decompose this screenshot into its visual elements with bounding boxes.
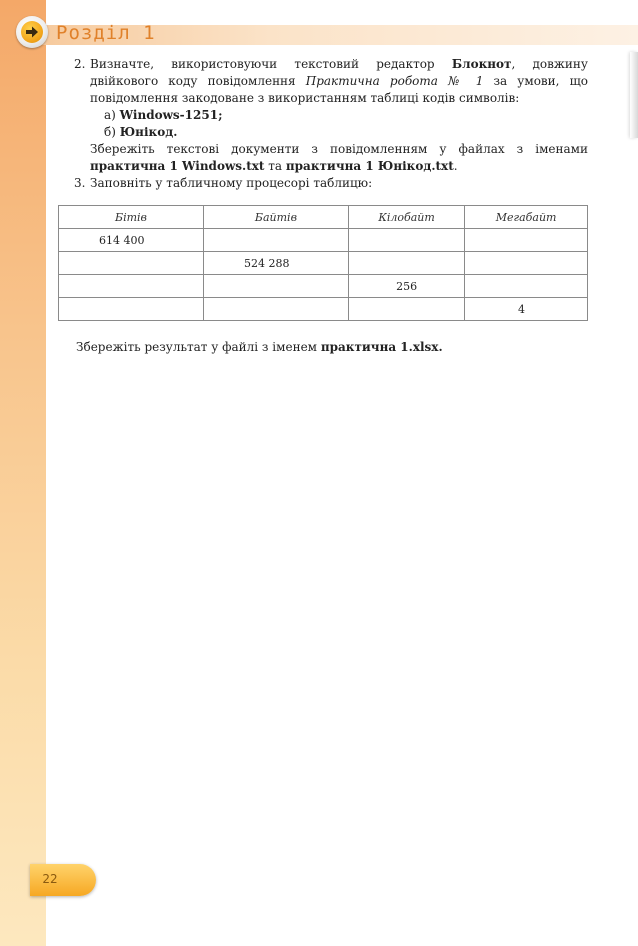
header-kilobytes: Кілобайт bbox=[348, 206, 464, 229]
notepad-name: Блокнот bbox=[451, 57, 512, 71]
file-name-unicode: практична 1 Юнікод.txt bbox=[285, 159, 454, 173]
table-row bbox=[59, 275, 588, 298]
arrow-right-icon bbox=[16, 16, 48, 48]
task-2-save-instruction: Збережіть текстові документи з повідомленням у файлах з іменами практична 1 Windows.txt та практична 1 Юнікод.txt. bbox=[90, 142, 588, 173]
option-b: б) Юнікод. bbox=[104, 125, 178, 139]
table-cell bbox=[348, 252, 464, 275]
table-cell bbox=[203, 229, 348, 252]
task-3-number: 3. bbox=[74, 176, 86, 190]
message-text: Практична робота № 1 bbox=[305, 74, 484, 88]
table-row bbox=[59, 229, 588, 252]
table-row bbox=[59, 298, 588, 321]
section-title: Розділ 1 bbox=[56, 22, 156, 44]
page-edge-tab bbox=[630, 52, 638, 138]
save-result-instruction: Збережіть результат у файлі з іменем практична 1.xlsx. bbox=[76, 340, 443, 354]
table-cell bbox=[465, 275, 588, 298]
table-cell: 614 400 bbox=[59, 229, 204, 252]
task-2-number: 2. bbox=[74, 57, 86, 71]
table-cell bbox=[348, 229, 464, 252]
table-row bbox=[59, 252, 588, 275]
task-3-text: Заповніть у табличному процесорі таблицю: bbox=[90, 176, 373, 190]
table-cell: 256 bbox=[348, 275, 464, 298]
task-list bbox=[74, 56, 588, 192]
table-cell bbox=[465, 252, 588, 275]
table-cell: 4 bbox=[465, 298, 588, 321]
task-2 bbox=[74, 56, 588, 175]
table-cell bbox=[348, 298, 464, 321]
task-2-text: Визначте, використовуючи текстовий редактор Блокнот, довжину двійкового коду повідомлення Практична робота № 1 за умови, що повідомлення закодоване з використанням таблиці кодів символів: bbox=[90, 57, 588, 105]
option-a: а) Windows-1251; bbox=[104, 108, 223, 122]
table-cell bbox=[59, 275, 204, 298]
header-bytes: Байтів bbox=[203, 206, 348, 229]
page-number: 22 bbox=[42, 872, 58, 886]
task-3 bbox=[74, 175, 588, 192]
table-cell bbox=[203, 298, 348, 321]
units-table bbox=[58, 205, 588, 321]
table-header-row bbox=[59, 206, 588, 229]
header-bits: Бітів bbox=[59, 206, 204, 229]
file-name-windows: практична 1 Windows.txt bbox=[90, 159, 265, 173]
table-cell: 524 288 bbox=[203, 252, 348, 275]
header-megabytes: Мегабайт bbox=[465, 206, 588, 229]
table-cell bbox=[465, 229, 588, 252]
file-name-xlsx: практична 1.xlsx. bbox=[320, 340, 443, 354]
side-color-strip bbox=[0, 0, 46, 946]
table-cell bbox=[59, 298, 204, 321]
table-cell bbox=[203, 275, 348, 298]
table-cell bbox=[59, 252, 204, 275]
